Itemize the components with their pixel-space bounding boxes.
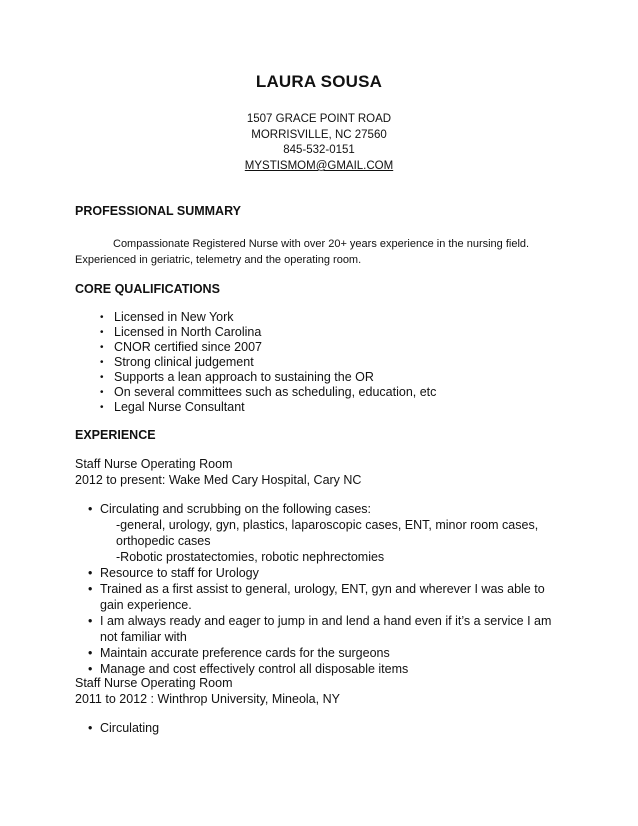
duty-subline: orthopedic cases (116, 534, 211, 548)
list-item: • Resource to staff for Urology (88, 565, 568, 581)
list-item: • Maintain accurate preference cards for the surgeons (88, 645, 568, 661)
duty-subline: -general, urology, gyn, plastics, laparoscopic cases, ENT, minor room cases, (116, 518, 539, 532)
candidate-name: LAURA SOUSA (255, 72, 383, 91)
core-qualifications-list (100, 310, 436, 415)
job-2-duties (88, 720, 568, 736)
summary-title: PROFESSIONAL SUMMARY (75, 204, 241, 218)
list-item: • Circulating (88, 720, 568, 736)
duty-text-cont: not familiar with (100, 630, 187, 644)
list-item: • Licensed in New York (100, 310, 436, 325)
duty-subline: -Robotic prostatectomies, robotic nephrectomies (116, 550, 385, 564)
email-link[interactable]: MYSTISMOM@GMAIL.COM (244, 160, 394, 172)
job-1-duties (88, 501, 568, 677)
address-line-2: MORRISVILLE, NC 27560 (251, 129, 387, 141)
job-1-position: Staff Nurse Operating Room (75, 457, 233, 471)
duty-text-cont: gain experience. (100, 598, 192, 612)
duty-text: Trained as a first assist to general, urology, ENT, gyn and wherever I was able to (100, 582, 545, 596)
list-item: • Legal Nurse Consultant (100, 400, 436, 415)
job-2-position: Staff Nurse Operating Room (75, 676, 233, 690)
summary-line-2: Experienced in geriatric, telemetry and the operating room. (75, 254, 362, 266)
address-line-1: 1507 GRACE POINT ROAD (246, 113, 392, 125)
phone-number: 845-532-0151 (283, 144, 355, 156)
summary-line-1: Compassionate Registered Nurse with over 20+ years experience in the nursing field. (113, 238, 530, 250)
list-item: • CNOR certified since 2007 (100, 340, 436, 355)
list-item (88, 581, 568, 613)
list-item: • Manage and cost effectively control all disposable items (88, 661, 568, 677)
experience-title: EXPERIENCE (75, 428, 156, 442)
list-item (88, 613, 568, 645)
list-item: • Licensed in North Carolina (100, 325, 436, 340)
list-item: • Strong clinical judgement (100, 355, 436, 370)
job-1-heading (75, 456, 361, 488)
job-2-heading (75, 675, 340, 707)
duty-text: Circulating and scrubbing on the following cases: (100, 502, 371, 516)
summary-text (75, 236, 555, 268)
list-item: • On several committees such as scheduling, education, etc (100, 385, 436, 400)
duty-text: I am always ready and eager to jump in and lend a hand even if it’s a service I am (100, 614, 552, 628)
job-1-dates: 2012 to present: Wake Med Cary Hospital, Cary NC (75, 473, 362, 487)
job-2-dates: 2011 to 2012 : Winthrop University, Mineola, NY (75, 692, 340, 706)
core-qualifications-title: CORE QUALIFICATIONS (75, 282, 220, 296)
list-item: • Supports a lean approach to sustaining the OR (100, 370, 436, 385)
list-item (88, 501, 568, 565)
